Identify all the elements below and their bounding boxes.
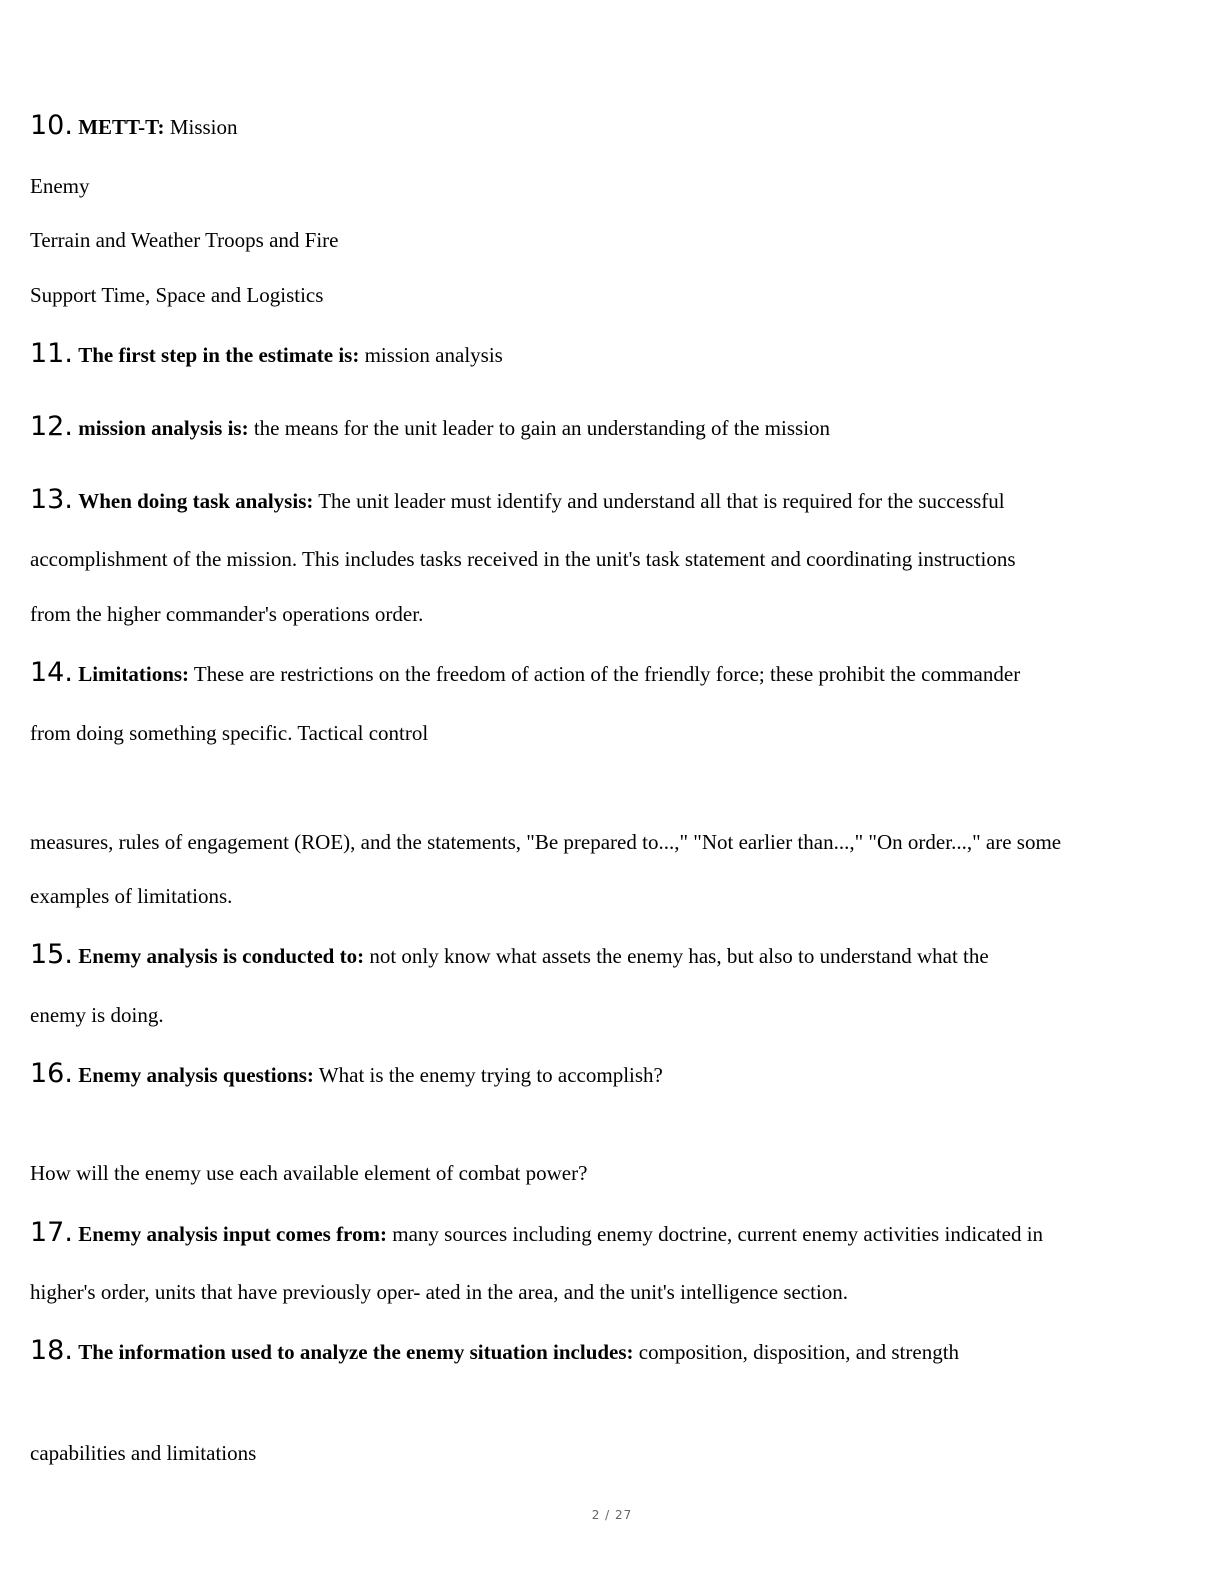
item-13-continuation: accomplishment of the mission. This includes tasks received in the unit's task statement and coordinating instructions (30, 547, 1016, 571)
item-question: Enemy analysis is conducted to: (78, 944, 365, 968)
item-answer: What is the enemy trying to accomplish? (318, 1063, 663, 1087)
item-question: The first step in the estimate is: (78, 343, 360, 367)
item-10-continuation: Terrain and Weather Troops and Fire (30, 228, 339, 252)
item-13-continuation: from the higher commander's operations order. (30, 602, 424, 626)
item-number: 14. (30, 657, 73, 688)
item-10-continuation: Enemy (30, 174, 90, 198)
item-14-continuation: examples of limitations. (30, 884, 233, 908)
item-question: When doing task analysis: (78, 489, 314, 513)
item-14-line (30, 657, 1021, 688)
item-16-continuation: How will the enemy use each available element of combat power? (30, 1161, 588, 1185)
item-15-line (30, 939, 989, 970)
item-answer: Mission (169, 115, 238, 139)
item-17-line (30, 1217, 1044, 1248)
page-number: 2 / 27 (591, 1508, 633, 1522)
item-answer: composition, disposition, and strength (638, 1340, 960, 1364)
item-answer: the means for the unit leader to gain an understanding of the mission (253, 416, 831, 440)
item-10-line (30, 110, 238, 141)
item-14-continuation: measures, rules of engagement (ROE), and the statements, "Be prepared to...," "Not earlier than...," "On order...," are some (30, 830, 1062, 854)
item-number: 10. (30, 110, 73, 141)
item-answer: These are restrictions on the freedom of action of the friendly force; these prohibit the commander (193, 662, 1021, 686)
item-number: 15. (30, 939, 73, 970)
item-15-continuation: enemy is doing. (30, 1003, 164, 1027)
item-question: Enemy analysis input comes from: (78, 1222, 387, 1246)
item-question: METT-T: (78, 115, 165, 139)
item-question: mission analysis is: (78, 416, 249, 440)
item-number: 13. (30, 484, 73, 515)
item-11-line (30, 338, 503, 369)
item-13-line (30, 484, 1005, 515)
item-number: 16. (30, 1058, 73, 1089)
item-number: 18. (30, 1335, 73, 1366)
item-14-continuation: from doing something specific. Tactical control (30, 721, 429, 745)
item-answer: The unit leader must identify and understand all that is required for the successful (318, 489, 1005, 513)
item-answer: not only know what assets the enemy has, but also to understand what the (369, 944, 989, 968)
item-number: 12. (30, 411, 73, 442)
item-number: 11. (30, 338, 73, 369)
item-answer: mission analysis (364, 343, 503, 367)
item-10-continuation: Support Time, Space and Logistics (30, 283, 324, 307)
item-17-continuation: higher's order, units that have previously oper- ated in the area, and the unit's intelligence section. (30, 1280, 849, 1304)
item-18-line (30, 1335, 960, 1366)
item-answer: many sources including enemy doctrine, current enemy activities indicated in (392, 1222, 1044, 1246)
item-12-line (30, 411, 831, 442)
item-16-line (30, 1058, 663, 1089)
item-18-continuation: capabilities and limitations (30, 1441, 257, 1465)
item-question: Limitations: (78, 662, 190, 686)
item-number: 17. (30, 1217, 73, 1248)
item-question: Enemy analysis questions: (78, 1063, 314, 1087)
item-question: The information used to analyze the enemy situation includes: (78, 1340, 634, 1364)
